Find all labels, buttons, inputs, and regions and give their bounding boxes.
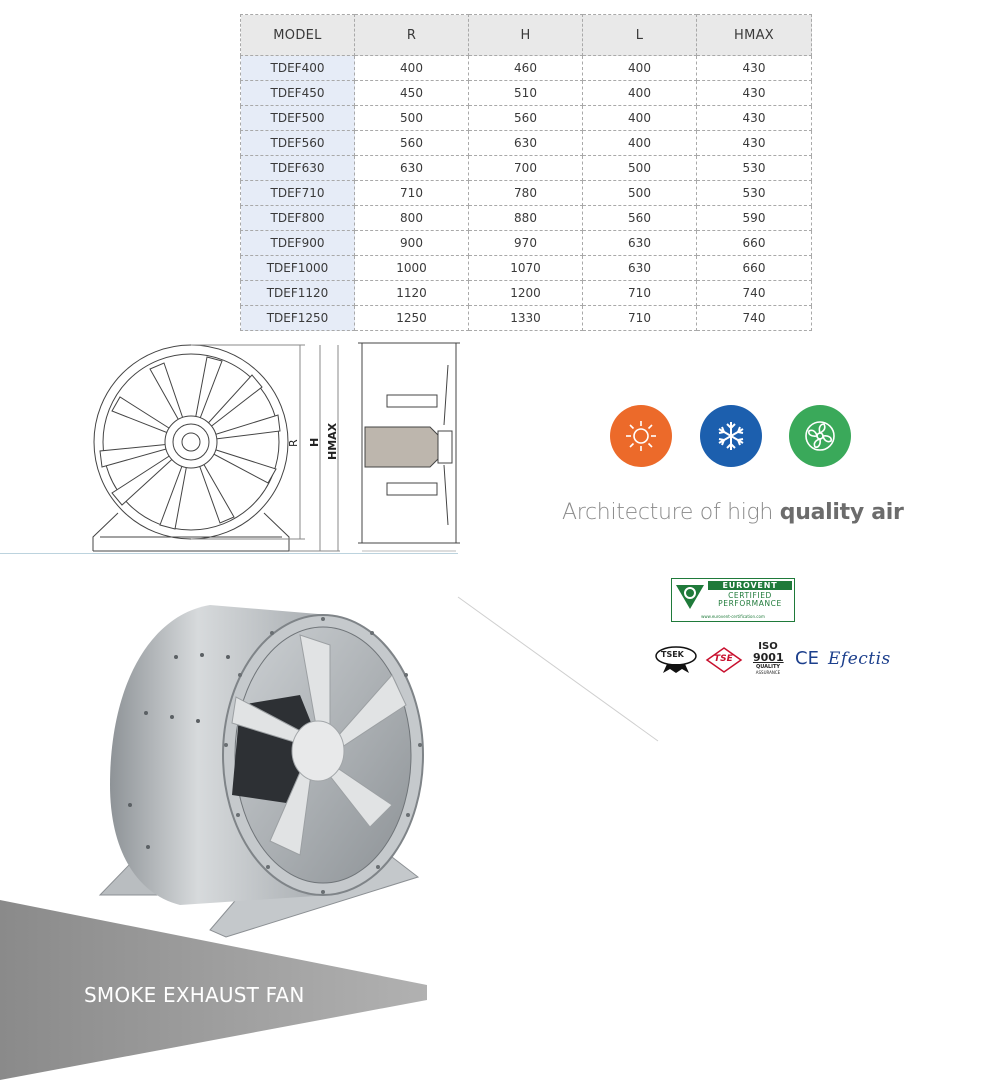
dimension-cell: 710 xyxy=(583,281,697,306)
dimension-cell: 500 xyxy=(583,181,697,206)
dimension-cell: 1330 xyxy=(469,306,583,331)
divider-line xyxy=(0,553,458,554)
dimension-cell: 740 xyxy=(697,281,812,306)
table-row xyxy=(241,81,812,106)
dimension-cell: 740 xyxy=(697,306,812,331)
table-row xyxy=(241,181,812,206)
dimension-cell: 430 xyxy=(697,56,812,81)
dimension-cell: 1070 xyxy=(469,256,583,281)
dimension-label-r: R xyxy=(287,439,300,447)
dimension-cell: 510 xyxy=(469,81,583,106)
eurovent-title: EUROVENT xyxy=(708,581,792,590)
dimension-cell: 400 xyxy=(583,131,697,156)
dimension-cell: 560 xyxy=(583,206,697,231)
tse-logo: TSE xyxy=(705,646,743,674)
snowflake-icon xyxy=(700,405,762,467)
sun-icon xyxy=(610,405,672,467)
dimension-cell: 430 xyxy=(697,131,812,156)
dimension-cell: 400 xyxy=(583,56,697,81)
dimensions-table xyxy=(240,14,812,331)
dimension-cell: 590 xyxy=(697,206,812,231)
dimension-cell: 970 xyxy=(469,231,583,256)
table-body xyxy=(241,56,812,331)
table-row xyxy=(241,131,812,156)
dimension-cell: 530 xyxy=(697,156,812,181)
tagline-light: Architecture of high xyxy=(562,500,780,525)
model-cell: TDEF1120 xyxy=(241,281,355,306)
dimension-cell: 430 xyxy=(697,81,812,106)
smoke-exhaust-fan-photo xyxy=(0,595,991,1080)
dimension-cell: 1250 xyxy=(355,306,469,331)
dimension-cell: 400 xyxy=(355,56,469,81)
dimension-cell: 500 xyxy=(355,106,469,131)
dimension-cell: 500 xyxy=(583,156,697,181)
dimension-cell: 630 xyxy=(355,156,469,181)
technical-drawing xyxy=(0,335,470,560)
model-cell: TDEF1000 xyxy=(241,256,355,281)
dimension-cell: 1200 xyxy=(469,281,583,306)
model-cell: TDEF450 xyxy=(241,81,355,106)
dimension-cell: 460 xyxy=(469,56,583,81)
dimension-cell: 780 xyxy=(469,181,583,206)
column-header-h: H xyxy=(469,15,583,56)
table-row xyxy=(241,56,812,81)
table-row xyxy=(241,231,812,256)
dimension-label-h: H xyxy=(308,437,321,447)
eurovent-performance: PERFORMANCE xyxy=(718,599,782,608)
eurovent-certified: CERTIFIED xyxy=(728,591,772,600)
table-row xyxy=(241,281,812,306)
dimension-cell: 630 xyxy=(583,231,697,256)
tagline-bold: quality air xyxy=(779,500,904,525)
column-header-r: R xyxy=(355,15,469,56)
tagline xyxy=(562,500,904,525)
dimension-cell: 530 xyxy=(697,181,812,206)
dimension-cell: 1000 xyxy=(355,256,469,281)
tsek-logo: TSEK xyxy=(655,646,697,674)
table-header-row xyxy=(241,15,812,56)
dimension-cell: 450 xyxy=(355,81,469,106)
dimension-cell: 900 xyxy=(355,231,469,256)
dimension-cell: 630 xyxy=(469,131,583,156)
column-header-model: MODEL xyxy=(241,15,355,56)
model-cell: TDEF630 xyxy=(241,156,355,181)
dimension-cell: 400 xyxy=(583,81,697,106)
model-cell: TDEF710 xyxy=(241,181,355,206)
dimension-cell: 800 xyxy=(355,206,469,231)
dimension-cell: 880 xyxy=(469,206,583,231)
table-row xyxy=(241,156,812,181)
dimension-cell: 710 xyxy=(355,181,469,206)
dimension-cell: 710 xyxy=(583,306,697,331)
efectis-logo: Efectis xyxy=(828,649,891,669)
model-cell: TDEF900 xyxy=(241,231,355,256)
table-row xyxy=(241,256,812,281)
dimension-cell: 400 xyxy=(583,106,697,131)
iso-9001-logo: ISO 9001 QUALITY ASSURANCE xyxy=(753,641,784,675)
dimension-cell: 660 xyxy=(697,231,812,256)
product-label: SMOKE EXHAUST FAN xyxy=(84,983,305,1007)
dimension-cell: 1120 xyxy=(355,281,469,306)
column-header-l: L xyxy=(583,15,697,56)
dimension-cell: 560 xyxy=(355,131,469,156)
dimension-label-hmax: HMAX xyxy=(326,422,339,460)
fan-icon xyxy=(789,405,851,467)
model-cell: TDEF800 xyxy=(241,206,355,231)
model-cell: TDEF400 xyxy=(241,56,355,81)
dimension-cell: 430 xyxy=(697,106,812,131)
table-row xyxy=(241,306,812,331)
table-row xyxy=(241,206,812,231)
dimension-cell: 560 xyxy=(469,106,583,131)
table-row xyxy=(241,106,812,131)
eurovent-url: www.eurovent-certification.com xyxy=(701,614,765,619)
dimension-cell: 700 xyxy=(469,156,583,181)
model-cell: TDEF500 xyxy=(241,106,355,131)
model-cell: TDEF1250 xyxy=(241,306,355,331)
column-header-hmax: HMAX xyxy=(697,15,812,56)
dimension-cell: 630 xyxy=(583,256,697,281)
ce-mark: CE xyxy=(795,648,819,669)
dimension-cell: 660 xyxy=(697,256,812,281)
model-cell: TDEF560 xyxy=(241,131,355,156)
